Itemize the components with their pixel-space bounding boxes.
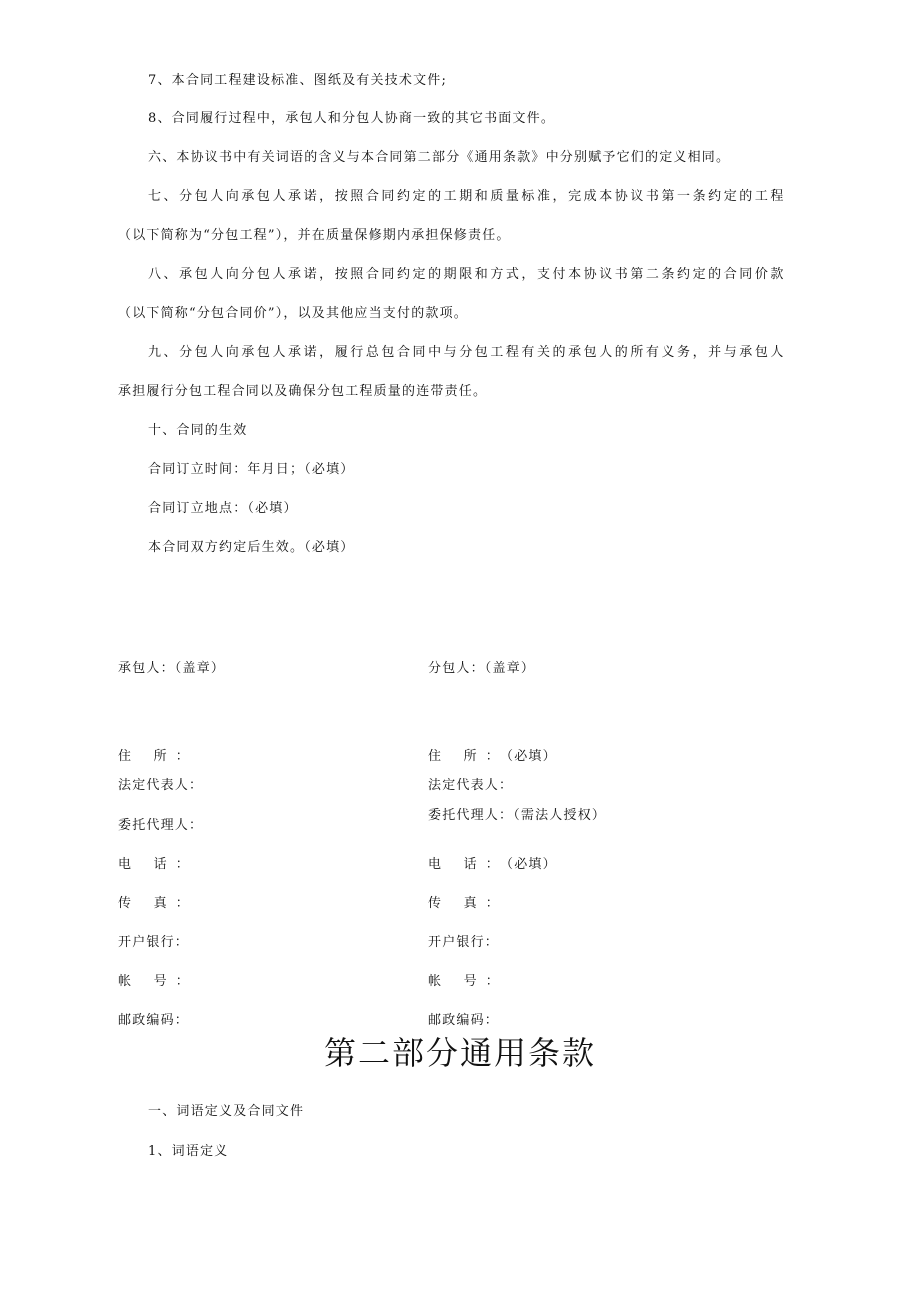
subsection-1-1-heading: 1、词语定义	[148, 1144, 229, 1159]
contractor-title: 承包人：（盖章）	[118, 661, 226, 676]
clause-item-7: 7、本合同工程建设标准、图纸及有关技术文件;	[148, 73, 448, 88]
clause-article-10: 十、合同的生效	[148, 423, 248, 438]
clause-article-7-line2: （以下简称为“分包工程”），并在质量保修期内承担保修责任。	[118, 228, 511, 243]
contractor-address: 住 所：	[118, 749, 190, 764]
subcontractor-address: 住 所：（必填）	[428, 749, 557, 764]
subcontractor-account: 帐 号：	[428, 974, 500, 989]
contractor-agent: 委托代理人：	[118, 818, 204, 833]
signing-place: 合同订立地点：（必填）	[148, 501, 298, 516]
subcontractor-title: 分包人：（盖章）	[428, 661, 536, 676]
signing-time: 合同订立时间：年月日；（必填）	[148, 462, 355, 477]
part-two-heading: 第二部分通用条款	[323, 1034, 596, 1072]
effective-clause: 本合同双方约定后生效。（必填）	[148, 540, 355, 555]
contractor-phone: 电 话：	[118, 857, 190, 872]
clause-article-6: 六、本协议书中有关词语的含义与本合同第二部分《通用条款》中分别赋予它们的定义相同。	[148, 150, 731, 165]
contractor-account: 帐 号：	[118, 974, 190, 989]
subcontractor-postcode: 邮政编码：	[428, 1013, 500, 1028]
subcontractor-fax: 传 真：	[428, 896, 500, 911]
section-1-heading: 一、词语定义及合同文件	[148, 1104, 305, 1119]
clause-item-8: 8、合同履行过程中，承包人和分包人协商一致的其它书面文件。	[148, 111, 556, 126]
contractor-postcode: 邮政编码：	[118, 1013, 190, 1028]
clause-article-7-line1: 七、分包人向承包人承诺，按照合同约定的工期和质量标准，完成本协议书第一条约定的工程	[148, 189, 784, 204]
subcontractor-legal-rep: 法定代表人：	[428, 778, 514, 793]
contractor-legal-rep: 法定代表人：	[118, 778, 204, 793]
contractor-fax: 传 真：	[118, 896, 190, 911]
subcontractor-bank: 开户银行：	[428, 935, 500, 950]
clause-article-9-line2: 承担履行分包工程合同以及确保分包工程质量的连带责任。	[118, 384, 488, 399]
contractor-bank: 开户银行：	[118, 935, 190, 950]
subcontractor-agent: 委托代理人：（需法人授权）	[428, 808, 607, 823]
subcontractor-phone: 电 话：（必填）	[428, 857, 557, 872]
clause-article-8-line1: 八、承包人向分包人承诺，按照合同约定的期限和方式，支付本协议书第二条约定的合同价款	[148, 267, 784, 282]
clause-article-8-line2: （以下简称“分包合同价”），以及其他应当支付的款项。	[118, 306, 468, 321]
clause-article-9-line1: 九、分包人向承包人承诺，履行总包合同中与分包工程有关的承包人的所有义务，并与承包人	[148, 345, 784, 360]
